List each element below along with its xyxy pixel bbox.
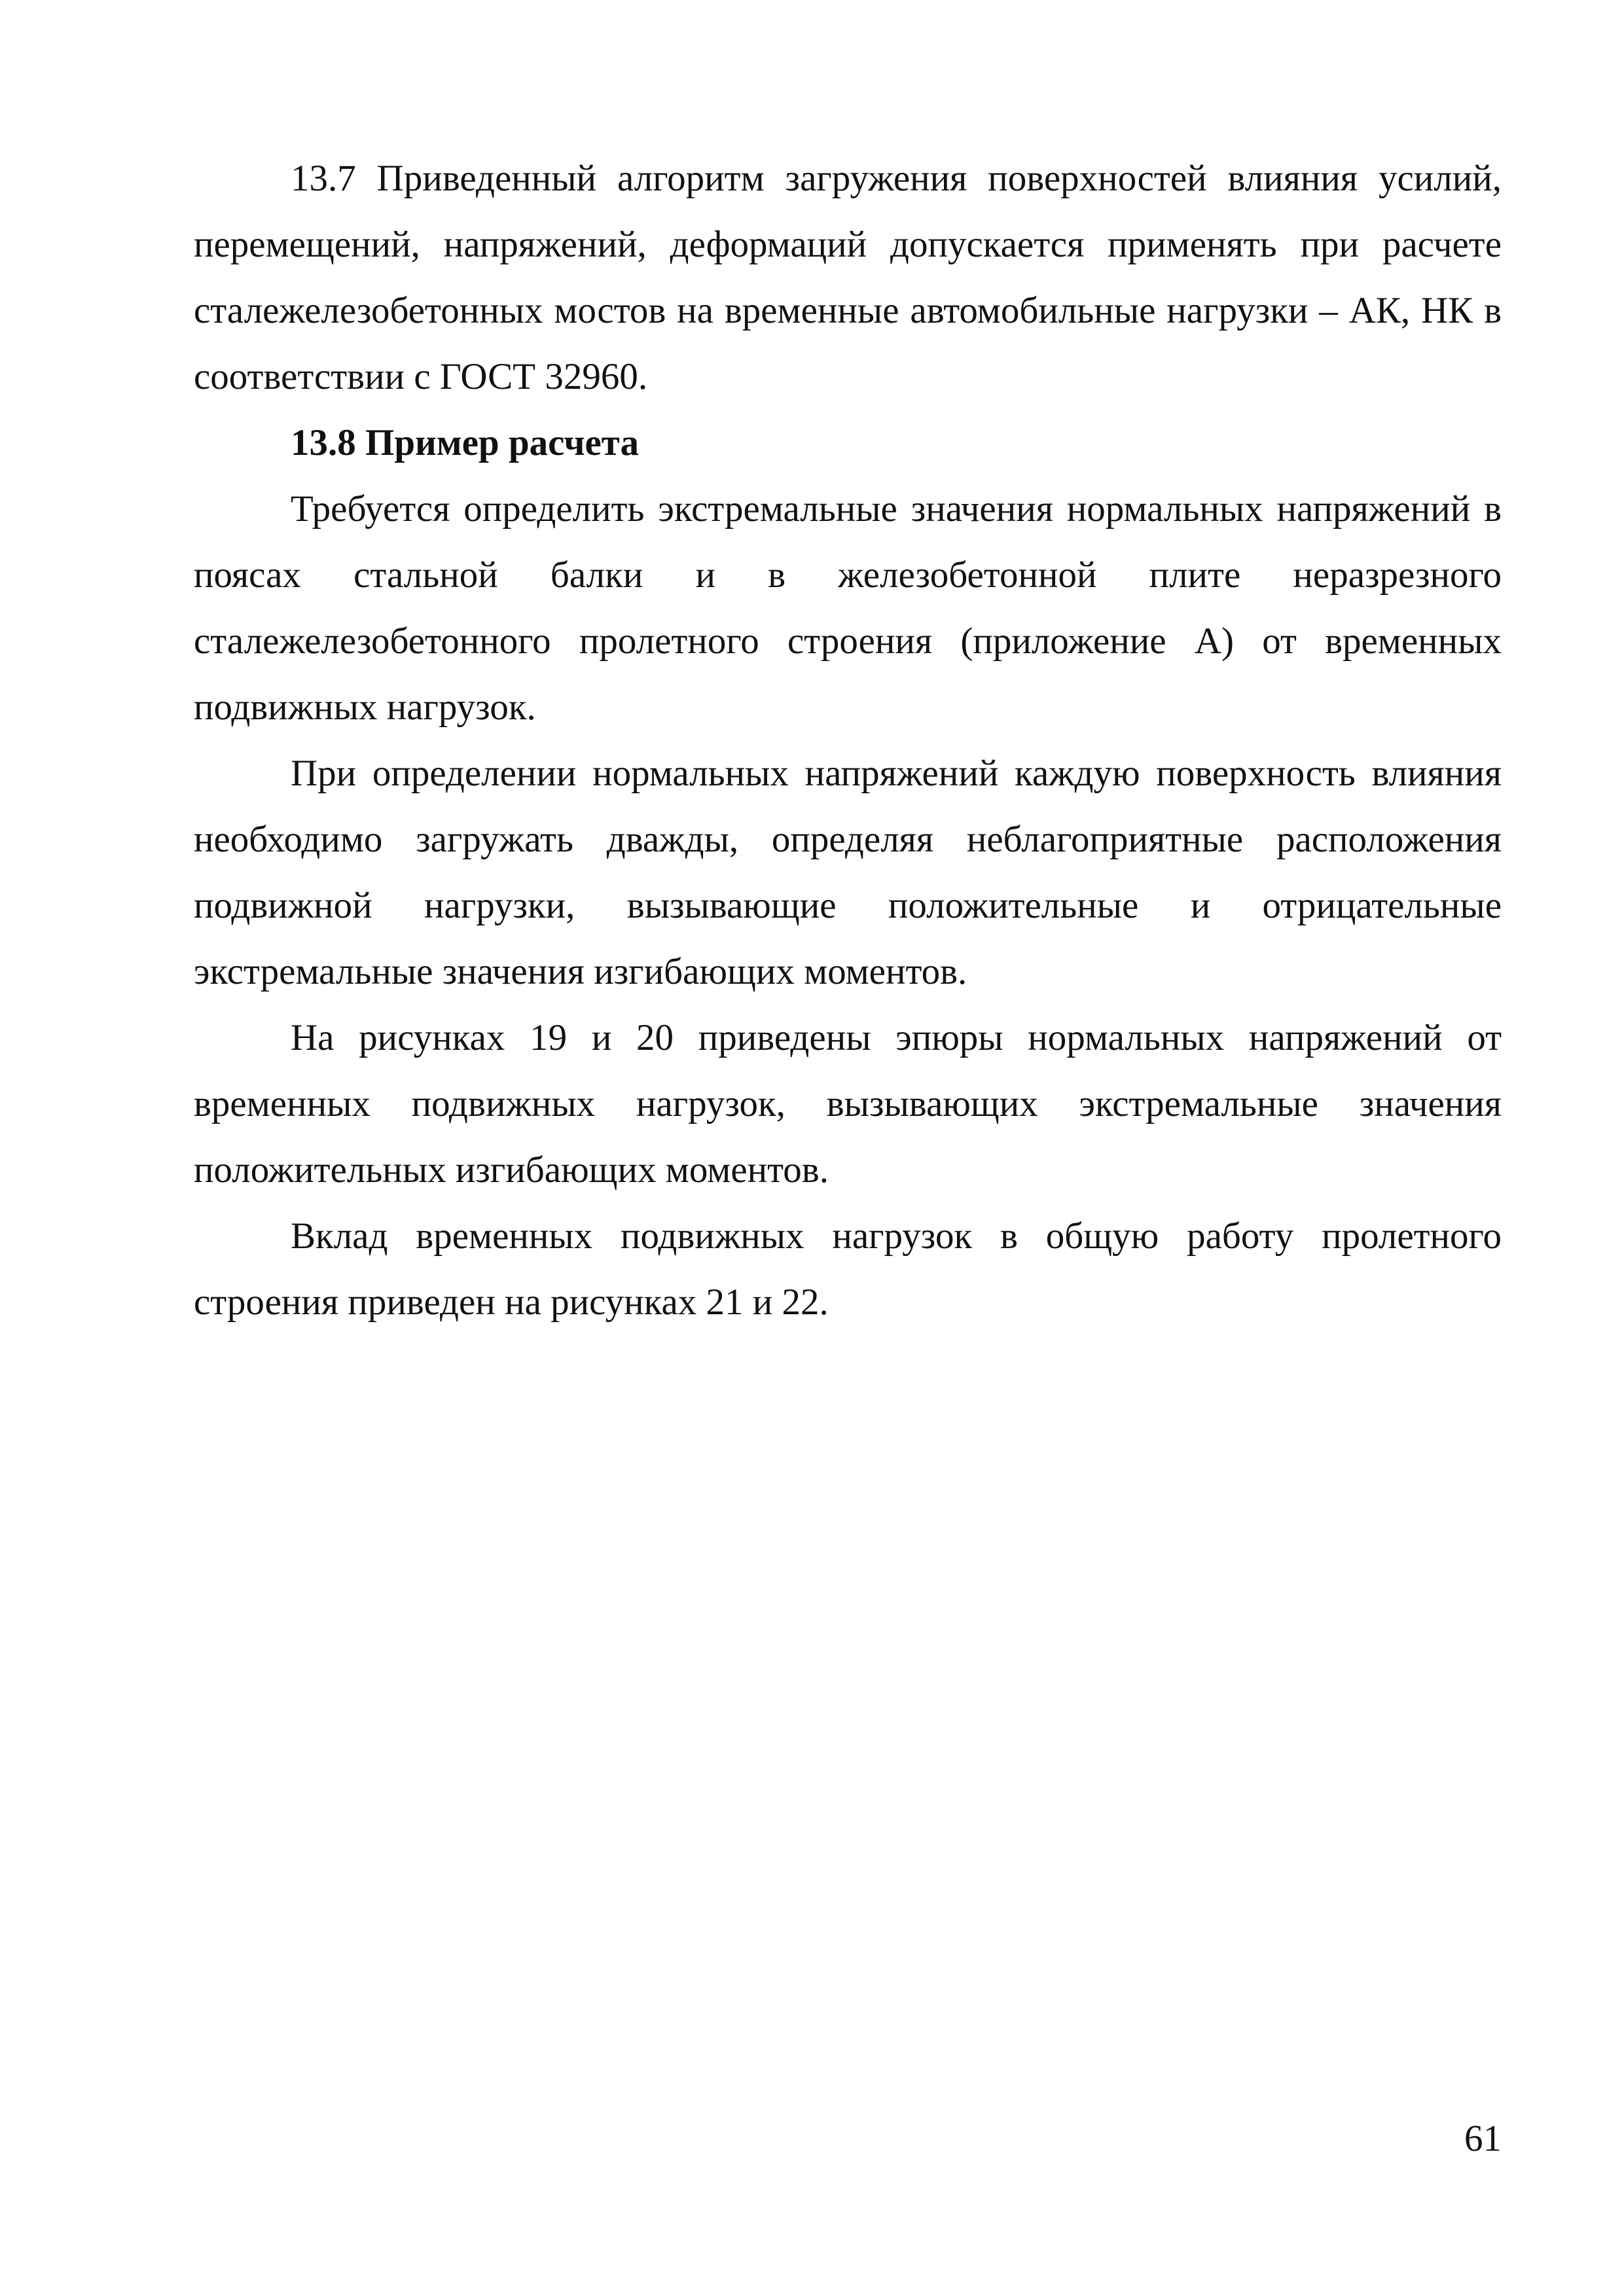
paragraph-loading-method: При определении нормальных напряжений каждую поверхность влияния необходимо загружать дважды, определяя неблагоприятные расположения подвижной нагрузки, вызывающие положительные и отрицательные экстремальные значения изгибающих моментов. <box>194 753 1502 992</box>
paragraph-figures-19-20: На рисунках 19 и 20 приведены эпюры нормальных напряжений от временных подвижных нагрузок, вызывающих экстремальные значения положительных изгибающих моментов. <box>194 1017 1502 1191</box>
section-heading-13-8: 13.8 Пример расчета <box>291 422 639 463</box>
page-number: 61 <box>1464 2118 1502 2159</box>
page-body <box>194 145 1502 1335</box>
paragraph-requirement: Требуется определить экстремальные значения нормальных напряжений в поясах стальной балки и в железобетонной плите неразрезного сталежелезобетонного пролетного строения (приложение А) от временных подвижных нагрузок. <box>194 488 1502 728</box>
paragraph-figures-21-22: Вклад временных подвижных нагрузок в общую работу пролетного строения приведен на рисунках 21 и 22. <box>194 1215 1502 1323</box>
paragraph-13-7: 13.7 Приведенный алгоритм загружения поверхностей влияния усилий, перемещений, напряжений, деформаций допускается применять при расчете сталежелезобетонных мостов на временные автомобильные нагрузки – АК, НК в соответствии с ГОСТ 32960. <box>194 158 1502 397</box>
